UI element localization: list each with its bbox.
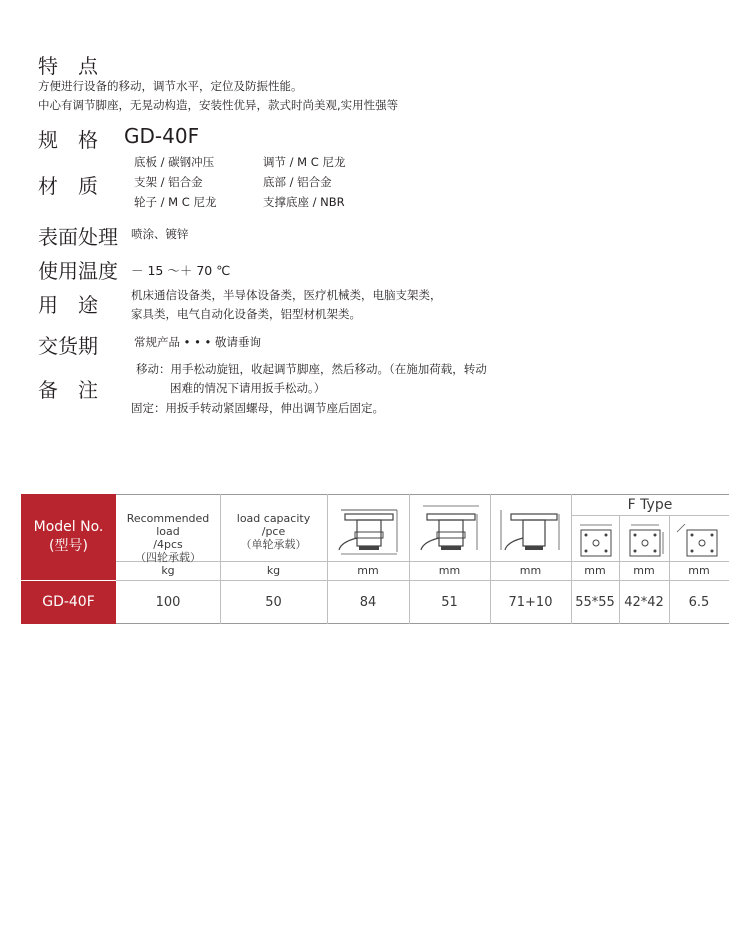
caster-adjust-diagram — [497, 502, 565, 558]
delivery-value: 常规产品 • • • 敬请垂询 — [134, 335, 261, 349]
unit-hole-pitch: mm — [633, 564, 655, 577]
value-hole-diameter: 6.5 — [688, 595, 710, 610]
temperature-value: － 15 ～＋ 70 ℃ — [131, 263, 231, 278]
usage-line-1: 机床通信设备类，半导体设备类，医疗机械类，电脑支架类， — [131, 288, 442, 302]
notes-line-2: 困难的情况下请用扳手松动。） — [170, 381, 326, 395]
usage-line-2: 家具类，电气自动化设备类，铝型材机架类。 — [131, 307, 361, 321]
load-capacity-line-2: /pce — [261, 525, 286, 538]
material-left-3: 轮子 / M C 尼龙 — [134, 195, 217, 209]
unit-hole-diameter: mm — [688, 564, 710, 577]
spec-heading: 规 格 — [38, 128, 98, 152]
load-capacity-line-1: load capacity — [236, 512, 311, 525]
material-left-1: 底板 / 碳钢冲压 — [134, 155, 215, 169]
caster-height-diagram — [335, 502, 403, 558]
notes-line-3: 固定：用扳手转动紧固螺母，伸出调节座后固定。 — [131, 401, 384, 415]
features-line-1: 方便进行设备的移动，调节水平，定位及防振性能。 — [38, 79, 303, 93]
unit-width: mm — [438, 564, 461, 577]
value-width: 51 — [441, 595, 458, 610]
value-load-capacity: 50 — [265, 595, 282, 610]
value-hole-pitch: 42*42 — [624, 595, 664, 610]
material-left-2: 支架 / 铝合金 — [134, 175, 203, 189]
surface-heading: 表面处理 — [38, 225, 118, 249]
plate-size-diagram — [576, 522, 616, 558]
recommended-load-line-1: Recommended load — [126, 512, 210, 538]
value-height: 84 — [359, 595, 377, 610]
hole-pitch-diagram — [625, 522, 665, 558]
value-recommended-load: 100 — [155, 595, 181, 610]
recommended-load-line-3: （四轮承载） — [135, 551, 201, 564]
model-header-line-1: Model No. — [33, 519, 104, 535]
value-plate-size: 55*55 — [575, 595, 615, 610]
unit-height: mm — [357, 564, 379, 577]
features-line-2: 中心有调节脚座，无晃动构造，安装性优异，款式时尚美观,实用性强等 — [38, 98, 399, 112]
load-capacity-line-3: （单轮承载） — [240, 538, 307, 551]
model-header — [21, 494, 116, 580]
ftype-header: F Type — [627, 497, 673, 513]
model-header-line-2: (型号) — [49, 538, 88, 554]
material-right-1: 调节 / M C 尼龙 — [263, 155, 346, 169]
delivery-heading: 交货期 — [38, 334, 98, 358]
hole-diameter-diagram — [675, 522, 723, 558]
unit-adjust: mm — [519, 564, 542, 577]
load-capacity-header — [220, 512, 327, 551]
notes-line-1: 移动：用手松动旋钮，收起调节脚座，然后移动。（在施加荷载，转动 — [136, 362, 487, 376]
unit-load-capacity: kg — [266, 564, 281, 577]
recommended-load-header — [116, 512, 220, 564]
caster-width-diagram — [417, 502, 485, 558]
temperature-heading: 使用温度 — [38, 259, 118, 283]
material-heading: 材 质 — [38, 174, 98, 198]
model-value: GD-40F — [21, 581, 116, 624]
usage-heading: 用 途 — [38, 293, 98, 317]
recommended-load-line-2: /4pcs — [153, 538, 183, 551]
unit-plate-size: mm — [584, 564, 606, 577]
material-right-3: 支撑底座 / NBR — [263, 195, 345, 209]
value-adjust: 71+10 — [508, 595, 553, 610]
spec-table — [21, 494, 729, 624]
material-right-2: 底部 / 铝合金 — [263, 175, 332, 189]
surface-value: 喷涂、镀锌 — [131, 227, 189, 241]
spec-value: GD-40F — [124, 124, 200, 148]
unit-recommended-load: kg — [161, 564, 175, 577]
notes-heading: 备 注 — [38, 378, 98, 402]
features-heading: 特 点 — [38, 54, 98, 78]
